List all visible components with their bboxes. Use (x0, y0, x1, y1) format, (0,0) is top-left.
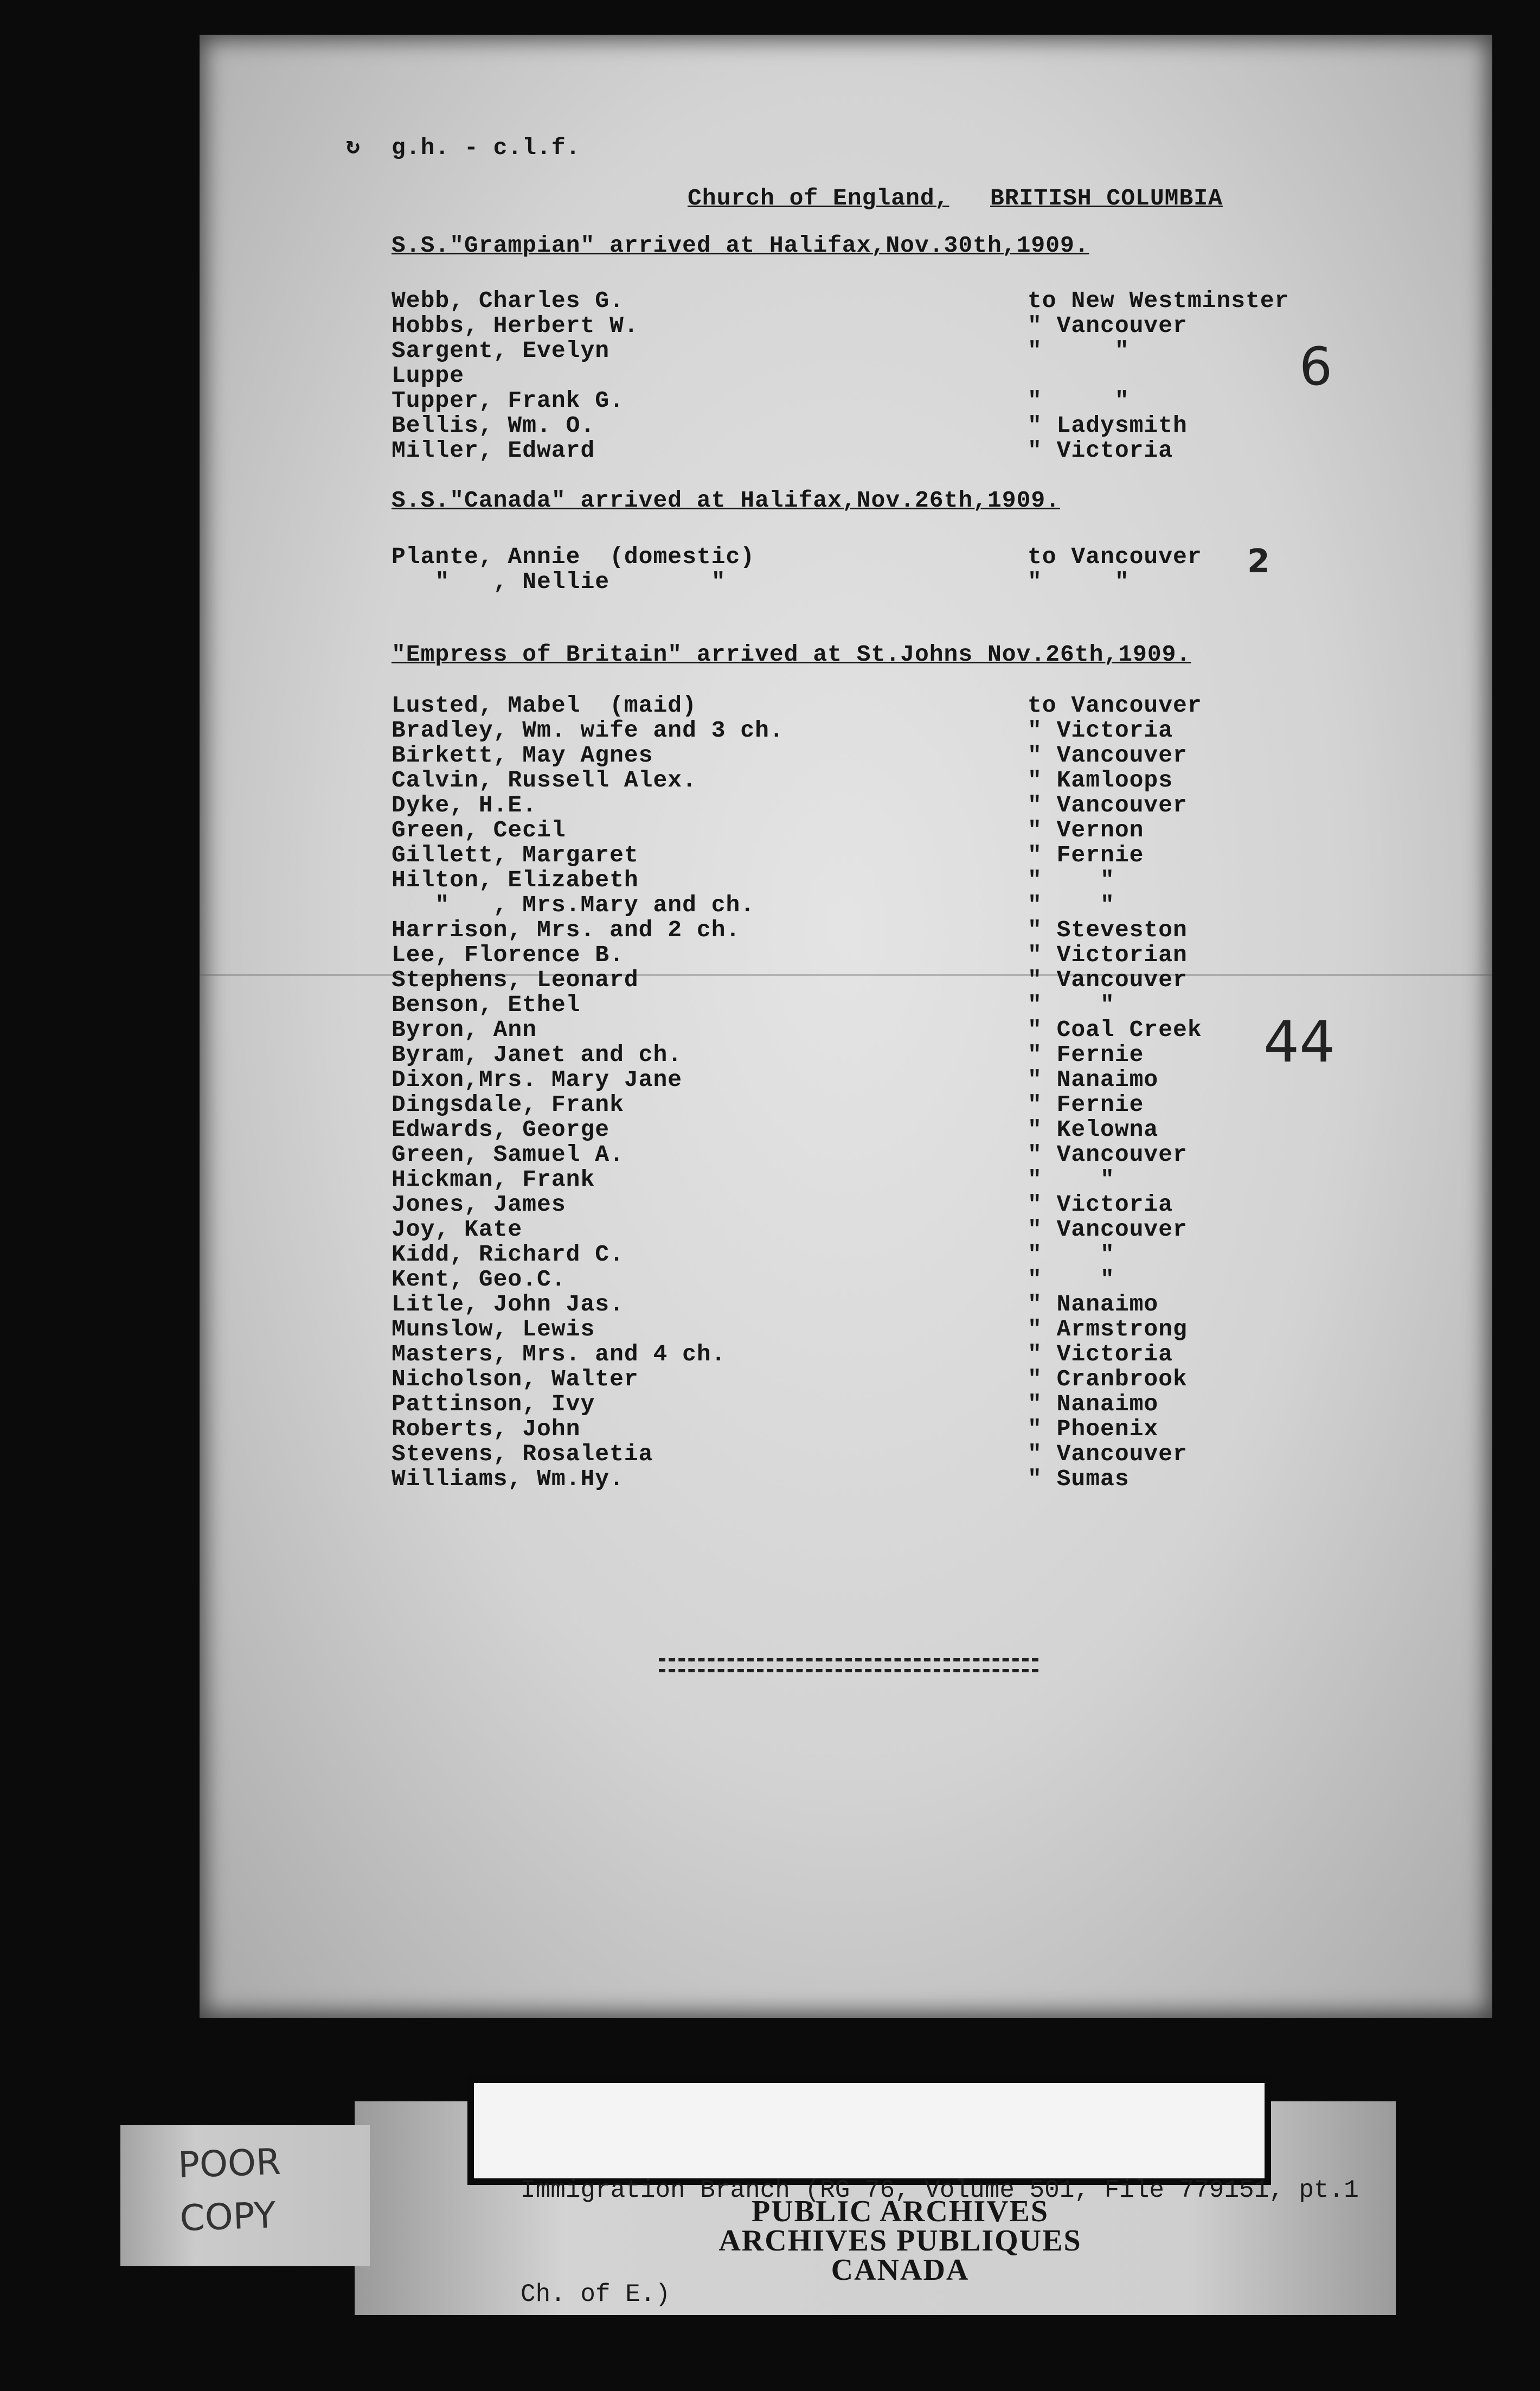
archives-stamp: PUBLIC ARCHIVES ARCHIVES PUBLIQUES CANADA (718, 2195, 1082, 2287)
passenger-name: Tupper, Frank G. (392, 387, 624, 414)
passenger-name: Williams, Wm.Hy. (392, 1466, 624, 1492)
destination: " Cranbrook (1028, 1366, 1188, 1392)
destination: " Coal Creek (1028, 1017, 1202, 1043)
passenger-name: Stephens, Leonard (392, 967, 639, 993)
passenger-name: Dingsdale, Frank (392, 1091, 624, 1118)
destination: " Vancouver (1028, 1141, 1188, 1168)
passenger-name: Roberts, John (392, 1416, 581, 1442)
destination: " Phoenix (1028, 1416, 1159, 1442)
passenger-name: Green, Cecil (392, 817, 566, 843)
destination: " Victoria (1028, 1341, 1173, 1367)
passenger-name: Dixon,Mrs. Mary Jane (392, 1066, 683, 1093)
passenger-name: Hilton, Elizabeth (392, 867, 639, 893)
passenger-name: Hobbs, Herbert W. (392, 312, 639, 339)
passenger-name: Harrison, Mrs. and 2 ch. (392, 917, 741, 943)
destination: " Ladysmith (1028, 412, 1188, 439)
destination: " " (1028, 568, 1130, 595)
destination: " Nanaimo (1028, 1291, 1159, 1318)
header-org: Church of England, (688, 185, 949, 212)
passenger-name: Lusted, Mabel (maid) (392, 692, 697, 719)
passenger-name: Joy, Kate (392, 1216, 523, 1243)
passenger-name: Byron, Ann (392, 1017, 537, 1043)
passenger-name: Bradley, Wm. wife and 3 ch. (392, 717, 784, 744)
header-initials: g.h. - c.l.f. (392, 135, 581, 161)
destination: " " (1028, 1166, 1115, 1193)
passenger-name: " , Mrs.Mary and ch. (392, 892, 755, 918)
section-heading: S.S."Canada" arrived at Halifax,Nov.26th,1909. (392, 487, 1060, 514)
archival-reference: Immigration Branch (RG 76, Volume 501, File 779151, pt.1 Ch. of E.) (521, 2176, 1359, 2309)
passenger-name: Sargent, Evelyn (392, 337, 610, 364)
destination: " Nanaimo (1028, 1066, 1159, 1093)
destination: " " (1028, 892, 1115, 918)
passenger-name: Green, Samuel A. (392, 1141, 624, 1168)
passenger-name: Birkett, May Agnes (392, 742, 653, 769)
destination: " " (1028, 867, 1115, 893)
passenger-name: Nicholson, Walter (392, 1366, 639, 1392)
destination: " " (1028, 387, 1130, 414)
mark-icon: ↻ (346, 133, 361, 160)
destination: to New Westminster (1028, 287, 1289, 314)
passenger-name: Plante, Annie (domestic) (392, 544, 755, 570)
passenger-name: Litle, John Jas. (392, 1291, 624, 1318)
destination: " Sumas (1028, 1466, 1130, 1492)
destination: " Kamloops (1028, 767, 1173, 794)
destination: " Vancouver (1028, 1441, 1188, 1467)
passenger-name: Benson, Ethel (392, 992, 581, 1018)
destination: " Steveston (1028, 917, 1188, 943)
destination: " Vancouver (1028, 312, 1188, 339)
destination: " Victoria (1028, 717, 1173, 744)
passenger-name: Masters, Mrs. and 4 ch. (392, 1341, 726, 1367)
destination: " Victoria (1028, 437, 1173, 464)
handwritten-count: 44 (1263, 1009, 1336, 1075)
passenger-name: Jones, James (392, 1191, 566, 1218)
destination: " " (1028, 1266, 1115, 1293)
passenger-name: Hickman, Frank (392, 1166, 595, 1193)
passenger-name: Kent, Geo.C. (392, 1266, 566, 1293)
destination: " Fernie (1028, 1041, 1144, 1068)
handwritten-count: 6 (1299, 336, 1333, 397)
destination: " Vancouver (1028, 967, 1188, 993)
destination: " Vernon (1028, 817, 1144, 843)
section-heading: "Empress of Britain" arrived at St.Johns Nov.26th,1909. (392, 641, 1191, 668)
section-heading: S.S."Grampian" arrived at Halifax,Nov.30th,1909. (392, 232, 1089, 259)
destination: " Victoria (1028, 1191, 1173, 1218)
destination: " Vancouver (1028, 1216, 1188, 1243)
passenger-name: Luppe (392, 362, 465, 389)
passenger-name: " , Nellie " (392, 568, 726, 595)
passenger-name: Kidd, Richard C. (392, 1241, 624, 1268)
passenger-name: Gillett, Margaret (392, 842, 639, 868)
passenger-name: Dyke, H.E. (392, 792, 537, 819)
destination: " Armstrong (1028, 1316, 1188, 1342)
destination: to Vancouver (1028, 544, 1202, 570)
destination: " Vancouver (1028, 792, 1188, 819)
destination: " Fernie (1028, 1091, 1144, 1118)
passenger-name: Munslow, Lewis (392, 1316, 595, 1342)
destination: " " (1028, 992, 1115, 1018)
handwritten-mark: 2 (1247, 542, 1270, 580)
passenger-name: Calvin, Russell Alex. (392, 767, 697, 794)
passenger-name: Stevens, Rosaletia (392, 1441, 653, 1467)
passenger-name: Miller, Edward (392, 437, 595, 464)
destination: to Vancouver (1028, 692, 1202, 719)
passenger-name: Lee, Florence B. (392, 942, 624, 968)
passenger-name: Bellis, Wm. O. (392, 412, 595, 439)
destination: " Kelowna (1028, 1116, 1159, 1143)
destination: " " (1028, 1241, 1115, 1268)
destination: " " (1028, 337, 1130, 364)
poor-copy-label: POOR COPY (177, 2140, 282, 2240)
passenger-name: Byram, Janet and ch. (392, 1041, 683, 1068)
passenger-name: Webb, Charles G. (392, 287, 624, 314)
destination: " Vancouver (1028, 742, 1188, 769)
passenger-name: Pattinson, Ivy (392, 1391, 595, 1417)
header-province: BRITISH COLUMBIA (990, 185, 1223, 212)
destination: " Victorian (1028, 942, 1188, 968)
passenger-name: Edwards, George (392, 1116, 610, 1143)
closing-rule (659, 1658, 1038, 1672)
destination: " Nanaimo (1028, 1391, 1159, 1417)
destination: " Fernie (1028, 842, 1144, 868)
